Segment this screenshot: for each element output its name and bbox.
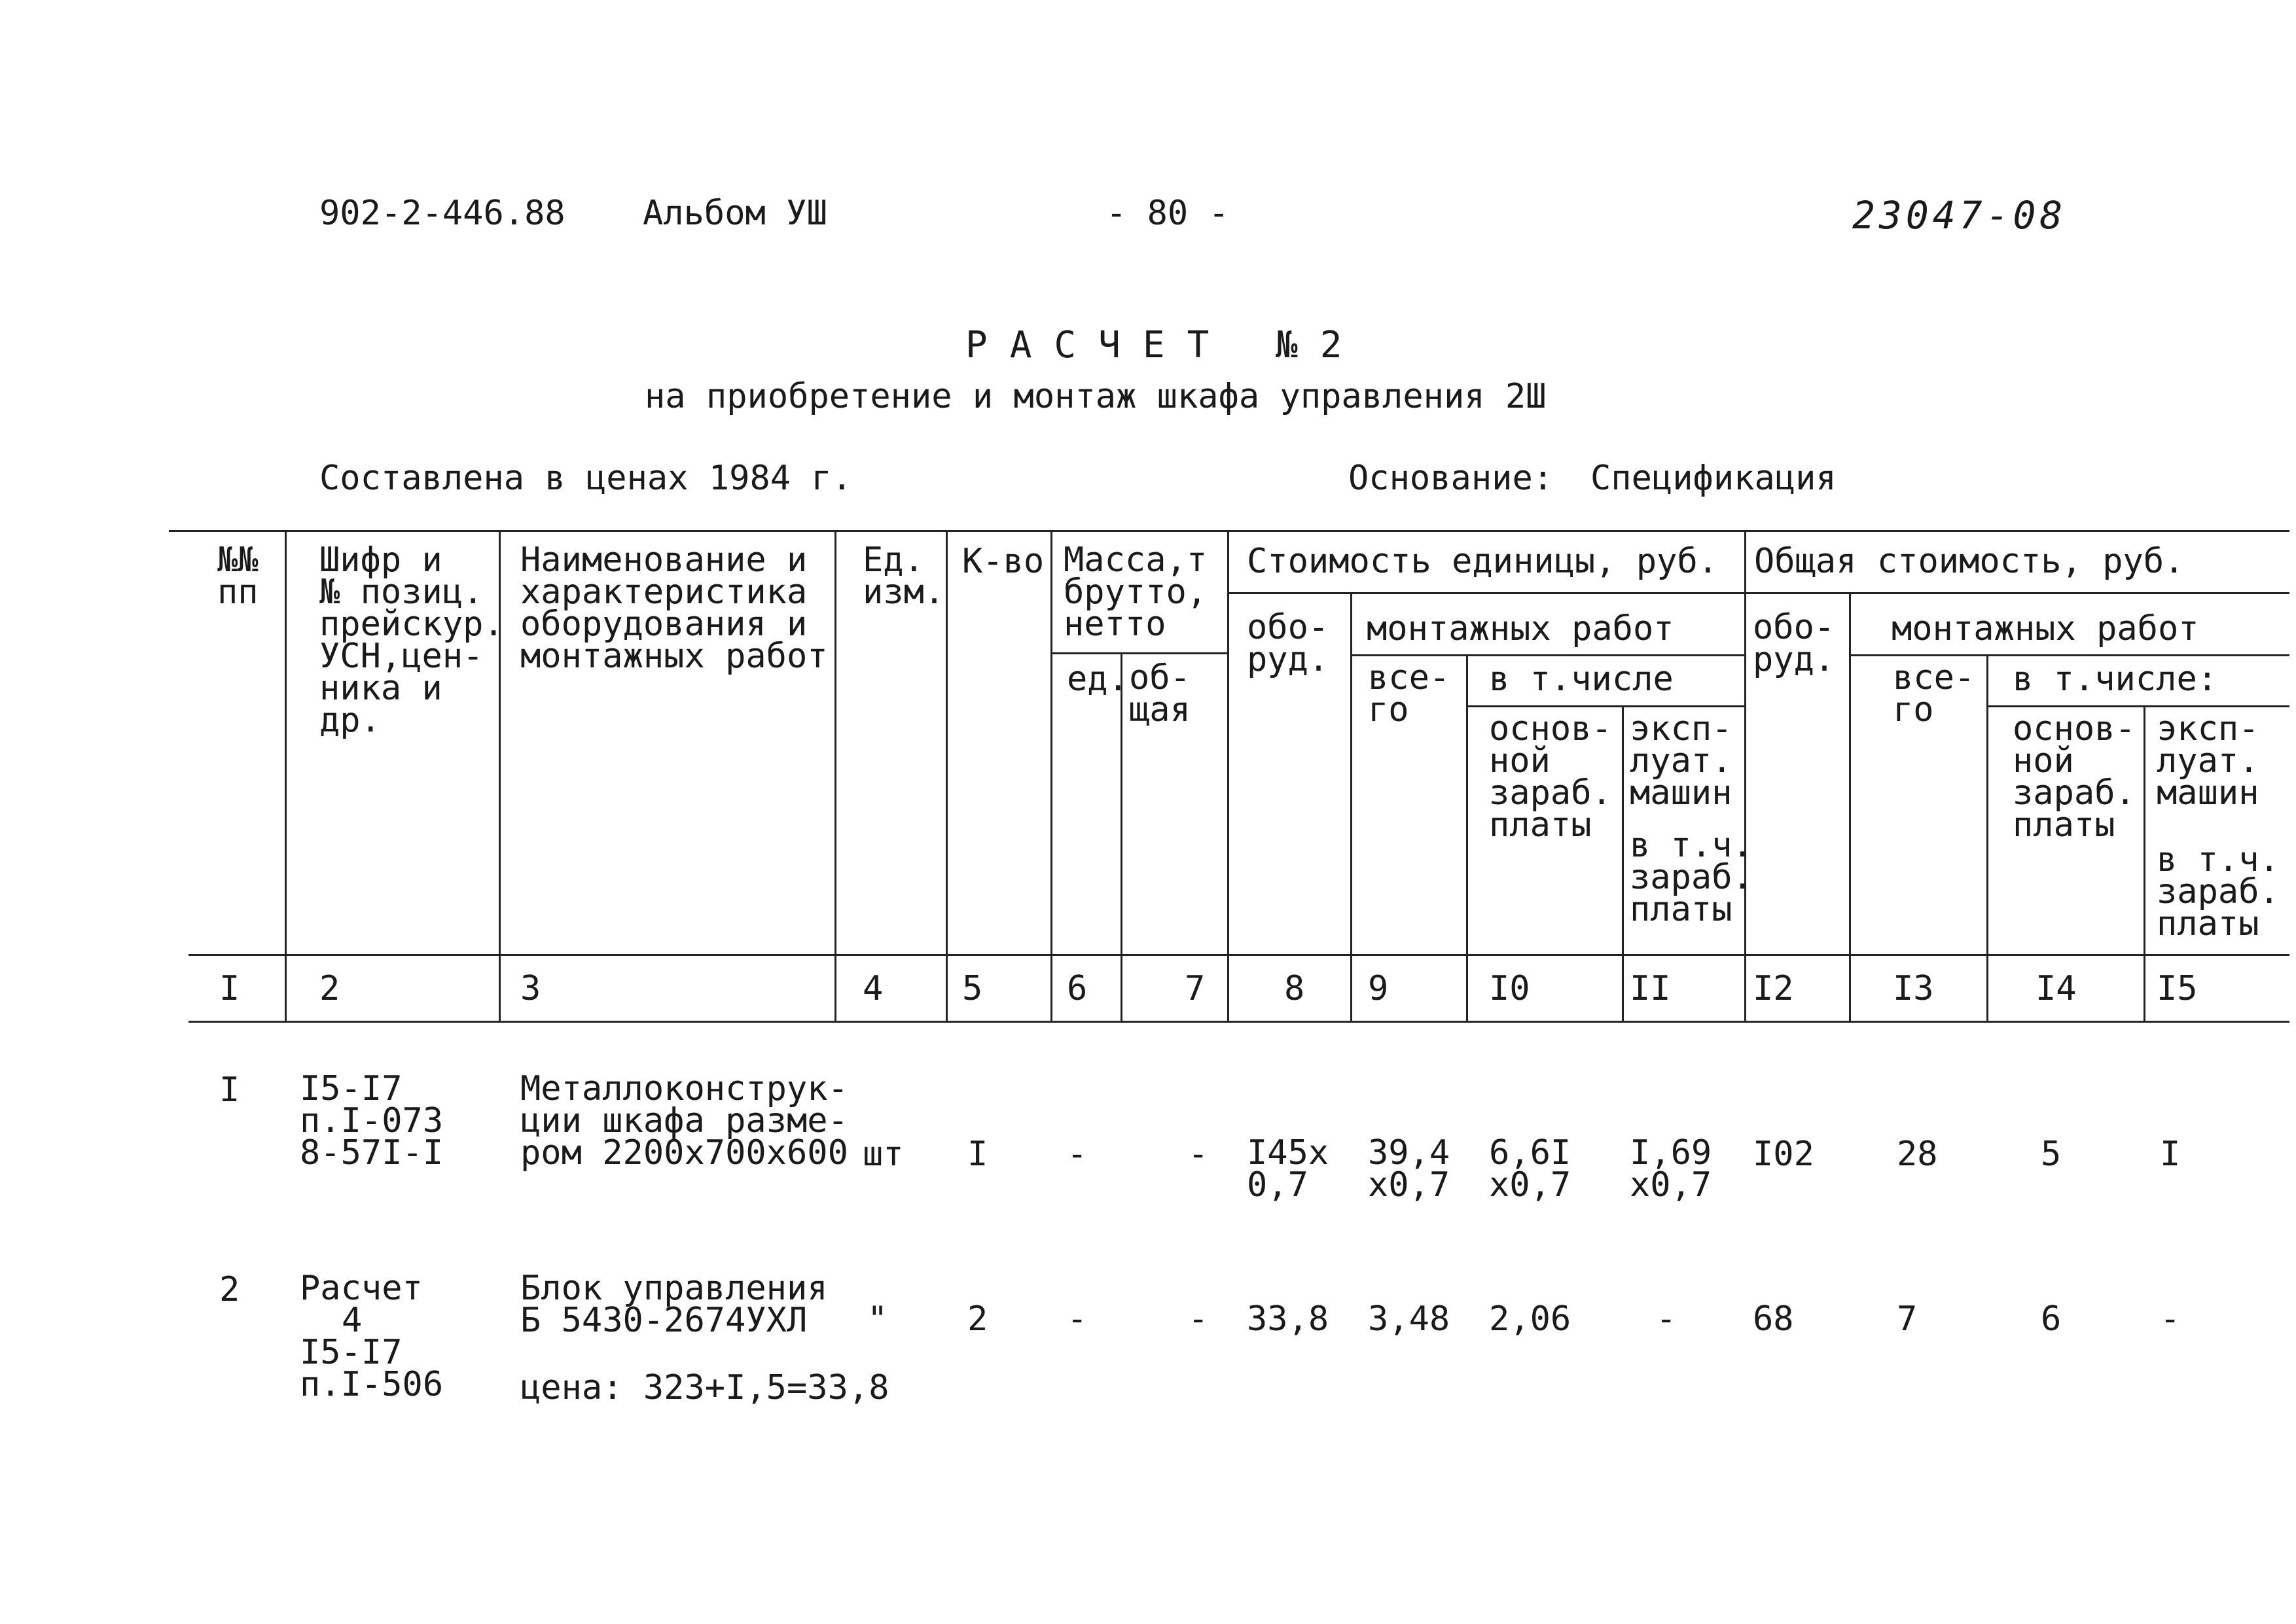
row2-unit: " [867, 1299, 888, 1339]
header-total-all: все- го [1893, 658, 1975, 730]
row2-total-machines: - [2160, 1299, 2181, 1339]
header-name: Наименование и характеристика оборудования и монтажных работ [520, 540, 828, 676]
header-total-machines-wages: в т.ч. зараб. платы [2157, 840, 2280, 944]
row1-all: 39,4 х0,7 [1368, 1133, 1450, 1205]
row1-mass-total: - [1188, 1135, 1209, 1174]
col-divider-6 [1121, 652, 1122, 1021]
album-label: Альбом УШ [643, 194, 827, 233]
total-cost-subrule [1744, 592, 2289, 594]
column-number: I5 [2157, 969, 2198, 1008]
column-number: I3 [1893, 969, 1934, 1008]
row2-all: 3,48 [1368, 1299, 1450, 1339]
col-divider-11 [1744, 530, 1746, 1021]
column-number: I [219, 969, 240, 1008]
header-qty: К-во [962, 542, 1045, 581]
header-total-install: монтажных работ [1892, 609, 2199, 648]
row2-wages: 2,06 [1489, 1299, 1571, 1339]
column-numbers-bottom-rule [188, 1021, 2289, 1023]
header-total-incl: в т.числе: [2013, 660, 2218, 699]
row1-total-machines: I [2160, 1135, 2181, 1174]
mass-subrule [1050, 652, 1227, 654]
row1-mass-unit: - [1067, 1135, 1088, 1174]
col-divider-9 [1466, 654, 1468, 1021]
col-divider-1 [285, 530, 287, 1021]
col-divider-14 [2144, 705, 2145, 1021]
row1-equip: I45х 0,7 [1247, 1133, 1329, 1205]
table-top-rule [169, 530, 2289, 532]
install-subrule [1350, 654, 1744, 656]
row1-wages: 6,6I х0,7 [1489, 1133, 1571, 1205]
total-incl-subrule [1986, 705, 2289, 707]
row2-name: Блок управления Б 5430-2674УХЛ [520, 1269, 828, 1340]
header-num: №№ пп [217, 540, 259, 612]
basis-label: Основание: [1348, 459, 1554, 498]
column-number: 2 [319, 969, 340, 1008]
row2-mass-unit: - [1067, 1299, 1088, 1339]
column-number: 6 [1067, 969, 1088, 1008]
document-code: 902-2-446.88 [319, 194, 565, 233]
row1-code: I5-I7 п.I-073 8-57I-I [300, 1069, 444, 1173]
column-number: 8 [1284, 969, 1305, 1008]
col-divider-13 [1986, 654, 1988, 1021]
row2-total-all: 7 [1897, 1299, 1918, 1339]
unit-cost-subrule [1227, 592, 1744, 594]
header-total-cost: Общая стоимость, руб. [1754, 542, 2185, 581]
row2-qty: 2 [967, 1299, 988, 1339]
page-number: - 80 - [1106, 194, 1229, 233]
row2-equip: 33,8 [1247, 1299, 1329, 1339]
row2-total-wages: 6 [2041, 1299, 2062, 1339]
row1-num: I [219, 1070, 240, 1110]
header-code: Шифр и № позиц. прейскур. УСН,цен- ника и др. [319, 540, 504, 740]
header-mass: Масса,т брутто, нетто [1064, 540, 1208, 644]
total-install-subrule [1849, 654, 2289, 656]
header-mass-unit: ед. [1067, 660, 1128, 699]
header-mass-total: об- щая [1129, 658, 1191, 730]
basis-value: Спецификация [1590, 459, 1837, 498]
row1-total-all: 28 [1897, 1135, 1938, 1174]
handwritten-number: 23047-08 [1852, 193, 2067, 238]
col-divider-4 [946, 530, 948, 1021]
row1-machines: I,69 х0,7 [1630, 1133, 1712, 1205]
row1-qty: I [967, 1135, 988, 1174]
col-divider-3 [834, 530, 836, 1021]
header-install: монтажных работ [1367, 609, 1674, 648]
header-incl: в т.числе [1489, 660, 1674, 699]
row2-mass-total: - [1188, 1299, 1209, 1339]
document-subtitle: на приобретение и монтаж шкафа управления 2Ш [645, 377, 1547, 416]
row2-total-equip: 68 [1753, 1299, 1794, 1339]
header-unit: Ед. изм. [863, 540, 945, 612]
col-divider-10 [1622, 705, 1624, 1021]
col-divider-8 [1350, 592, 1352, 1021]
column-number: I2 [1753, 969, 1794, 1008]
incl-subrule [1466, 705, 1744, 707]
column-numbers-top-rule [188, 954, 2289, 956]
header-machines: эксп- луат. машин [1630, 709, 1732, 813]
header-unit-cost: Стоимость единицы, руб. [1247, 542, 1719, 581]
column-number: 5 [962, 969, 983, 1008]
column-number: 7 [1185, 969, 1206, 1008]
col-divider-7 [1227, 530, 1229, 1021]
header-all: все- го [1368, 658, 1450, 730]
column-number: 3 [520, 969, 541, 1008]
row1-name: Металлоконструк- ции шкафа разме- ром 2200х700х600 [520, 1069, 848, 1173]
header-machines-wages: в т.ч. зараб. платы [1630, 826, 1753, 929]
column-number: II [1630, 969, 1671, 1008]
prices-note: Составлена в ценах 1984 г. [319, 459, 852, 498]
col-divider-12 [1849, 592, 1851, 1021]
column-number: 4 [863, 969, 884, 1008]
row1-unit: шт [863, 1135, 904, 1174]
header-total-wages: основ- ной зараб. платы [2013, 709, 2136, 845]
header-wages: основ- ной зараб. платы [1489, 709, 1612, 845]
col-divider-5 [1050, 530, 1052, 1021]
column-number: 9 [1368, 969, 1389, 1008]
column-number: I4 [2036, 969, 2077, 1008]
row2-num: 2 [219, 1270, 240, 1309]
column-number: I0 [1489, 969, 1530, 1008]
header-equip: обо- руд. [1247, 608, 1329, 679]
header-total-equip: обо- руд. [1753, 608, 1835, 679]
row1-total-wages: 5 [2041, 1135, 2062, 1174]
document-title: РАСЧЕТ №2 [965, 324, 1365, 366]
row2-code: Расчет 4 I5-I7 п.I-506 [300, 1269, 444, 1404]
header-total-machines: эксп- луат. машин [2157, 709, 2259, 813]
row2-price-note: цена: 323+I,5=33,8 [520, 1368, 889, 1407]
row1-total-equip: I02 [1753, 1135, 1814, 1174]
row2-machines: - [1656, 1299, 1677, 1339]
